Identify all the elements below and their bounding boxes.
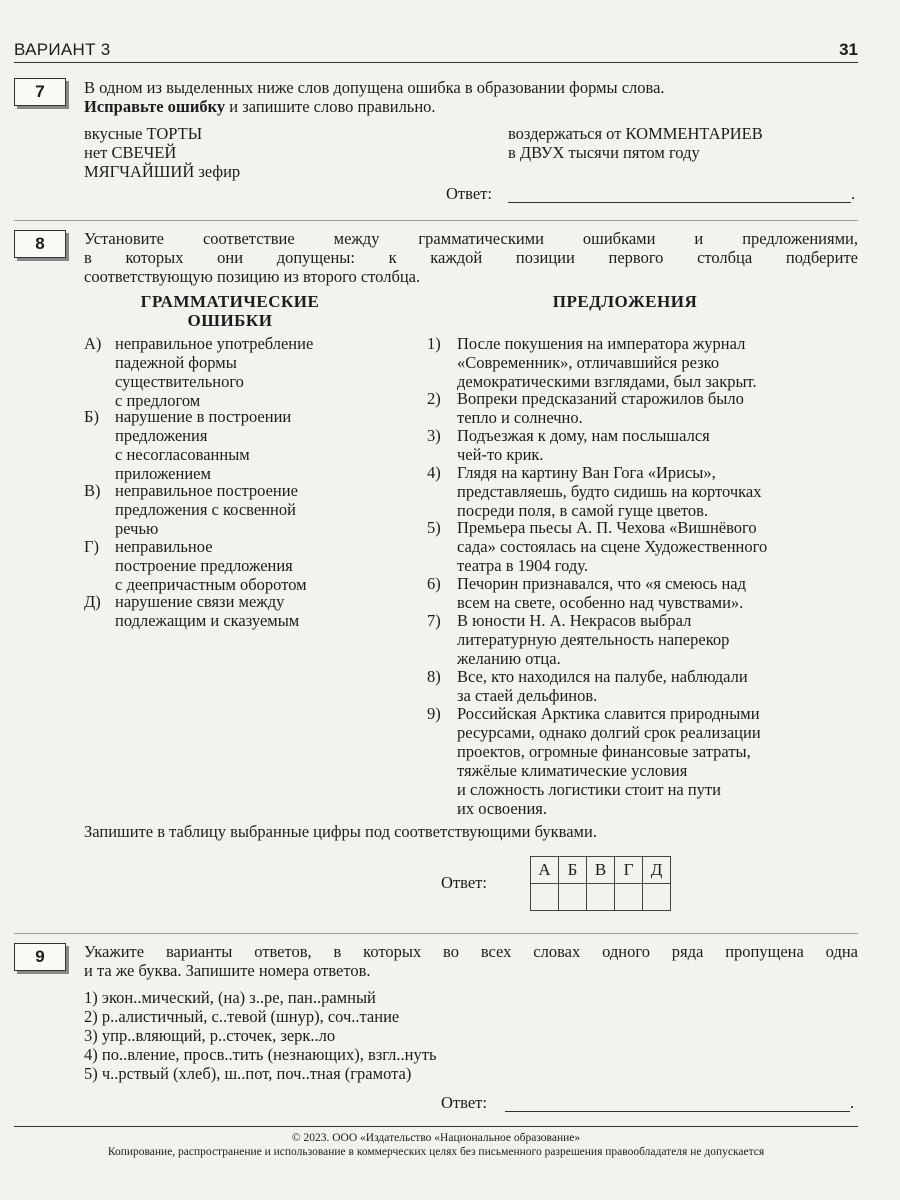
sentence-item-1-line3: демократическими взглядами, был закрыт. — [457, 372, 757, 391]
error-item-a-line4: с предлогом — [115, 391, 201, 410]
error-item-b-line3: с несогласованным — [115, 445, 250, 464]
answer-cell-g[interactable] — [615, 884, 643, 911]
task-9-option-4: 4) по..вление, просв..тить (незнающих), взгл..нуть — [84, 1045, 437, 1064]
footer-copyright-line: © 2023. ООО «Издательство «Национальное образование» — [291, 1132, 581, 1144]
task-7-instruction-rest: и запишите слово правильно. — [225, 97, 436, 116]
copyright-footer — [14, 1126, 858, 1159]
task-9-intro-line1: Укажите варианты ответов, в которых во всех словах одного ряда пропущена одна — [84, 942, 858, 961]
error-item-b-line2: предложения — [115, 426, 208, 445]
answer-table-letter-a: А — [531, 857, 559, 884]
sentence-item-2-number: 2) — [427, 389, 441, 408]
task-8-number: 8 — [14, 230, 66, 258]
task-7-word-left-2: нет СВЕЧЕЙ — [84, 143, 177, 162]
sentence-item-5-line2: сада» состоялась на сцене Художественного — [457, 537, 768, 556]
task-7-answer-dot: . — [851, 184, 856, 203]
error-item-g-line3: с деепричастным оборотом — [115, 575, 307, 594]
error-item-d-letter: Д) — [84, 592, 101, 611]
error-item-b-letter: Б) — [84, 407, 99, 426]
separator-8-9 — [14, 933, 858, 934]
error-item-g-line2: построение предложения — [115, 556, 293, 575]
sentence-item-1-line2: «Современник», отличавшийся резко — [457, 353, 720, 372]
sentence-item-9-line2: ресурсами, однако долгий срок реализации — [457, 723, 761, 742]
sentence-item-7-number: 7) — [427, 611, 441, 630]
sentence-item-5-number: 5) — [427, 518, 441, 537]
answer-table-letter-v: В — [587, 857, 615, 884]
sentence-item-8-number: 8) — [427, 667, 441, 686]
sentence-item-9-line3: проектов, огромные финансовые затраты, — [457, 742, 751, 761]
error-item-a-line3: существительного — [115, 372, 244, 391]
sentence-item-4-line3: посреди поля, в самой гуще цветов. — [457, 501, 709, 520]
sentence-item-9-line1: Российская Арктика славится природными — [457, 704, 760, 723]
footer-rights-line: Копирование, распространение и использование в коммерческих целях без письменного разрешения правообладателя не допускается — [107, 1146, 765, 1158]
sentence-item-2-line1: Вопреки предсказаний старожилов было — [457, 389, 744, 408]
task-7-instruction-line1: В одном из выделенных ниже слов допущена ошибка в образовании формы слова. — [84, 78, 665, 97]
answer-cell-d[interactable] — [643, 884, 671, 911]
sentence-item-1-line1: После покушения на императора журнал — [457, 334, 746, 353]
task-7-answer-label: Ответ: — [446, 184, 492, 203]
error-item-d-line2: подлежащим и сказуемым — [115, 611, 300, 630]
task-7-instruction-line2 — [84, 97, 436, 116]
sentence-item-2-line2: тепло и солнечно. — [457, 408, 583, 427]
error-item-a-line1: неправильное употребление — [115, 334, 314, 353]
task-7-word-left-3: МЯГЧАЙШИЙ зефир — [84, 162, 241, 181]
sentence-item-3-number: 3) — [427, 426, 441, 445]
answer-table-letter-g: Г — [615, 857, 643, 884]
sentence-item-8-line1: Все, кто находился на палубе, наблюдали — [457, 667, 748, 686]
answer-table-letter-d: Д — [643, 857, 671, 884]
error-item-v-line1: неправильное построение — [115, 481, 298, 500]
page-number: 31 — [839, 40, 858, 59]
task-8-intro-line2: в которых они допущены: к каждой позиции первого столбца подберите — [84, 248, 858, 267]
task-8-answer-label: Ответ: — [441, 873, 487, 892]
task-8-answer-table — [530, 856, 671, 911]
task-8-intro-line1: Установите соответствие между грамматическими ошибками и предложениями, — [84, 229, 858, 248]
sentence-item-9-line6: их освоения. — [457, 799, 548, 818]
answer-cell-v[interactable] — [587, 884, 615, 911]
sentence-item-9-line4: тяжёлые климатические условия — [457, 761, 688, 780]
sentence-item-6-line2: всем на свете, особенно над чувствами». — [457, 593, 744, 612]
sentence-item-7-line3: желанию отца. — [457, 649, 561, 668]
answer-cell-a[interactable] — [531, 884, 559, 911]
sentence-item-3-line1: Подъезжая к дому, нам послышался — [457, 426, 710, 445]
sentence-item-7-line2: литературную деятельность наперекор — [457, 630, 730, 649]
sentence-item-4-number: 4) — [427, 463, 441, 482]
errors-column-header — [100, 292, 360, 330]
page-header — [14, 38, 858, 63]
task-9-number: 9 — [14, 943, 66, 971]
task-9-option-5: 5) ч..рствый (хлеб), ш..пот, поч..тная (грамота) — [84, 1064, 412, 1083]
task-9-answer-field[interactable] — [505, 1111, 850, 1112]
error-item-v-letter: В) — [84, 481, 101, 500]
sentence-item-4-line1: Глядя на картину Ван Гога «Ирисы», — [457, 463, 716, 482]
sentence-item-4-line2: представляешь, будто сидишь на корточках — [457, 482, 762, 501]
task-9-option-3: 3) упр..вляющий, р..сточек, зерк..ло — [84, 1026, 336, 1045]
answer-table-input-row — [531, 884, 671, 911]
error-item-a-letter: А) — [84, 334, 102, 353]
answer-table-header-row — [531, 857, 671, 884]
task-8-table-instruction: Запишите в таблицу выбранные цифры под соответствующими буквами. — [84, 822, 597, 841]
answer-cell-b[interactable] — [559, 884, 587, 911]
task-9-answer-dot: . — [850, 1093, 855, 1112]
sentence-item-6-number: 6) — [427, 574, 441, 593]
error-item-b-line4: приложением — [115, 464, 211, 483]
sentence-item-6-line1: Печорин признавался, что «я смеюсь над — [457, 574, 746, 593]
error-item-v-line3: речью — [115, 519, 159, 538]
task-7-number: 7 — [14, 78, 66, 106]
task-7-instruction-bold: Исправьте ошибку — [84, 97, 226, 116]
task-9-answer-label: Ответ: — [441, 1093, 487, 1112]
answer-table-letter-b: Б — [559, 857, 587, 884]
error-item-b-line1: нарушение в построении — [115, 407, 292, 426]
sentence-item-1-number: 1) — [427, 334, 441, 353]
sentence-item-5-line3: театра в 1904 году. — [457, 556, 589, 575]
sentence-item-9-number: 9) — [427, 704, 441, 723]
error-item-g-line1: неправильное — [115, 537, 213, 556]
task-9-option-2: 2) р..алистичный, с..тевой (шнур), соч..тание — [84, 1007, 400, 1026]
task-7-answer-field[interactable] — [508, 202, 851, 203]
task-7-word-left-1: вкусные ТОРТЫ — [84, 124, 203, 143]
error-item-v-line2: предложения с косвенной — [115, 500, 296, 519]
errors-header-line1: ГРАММАТИЧЕСКИЕ — [140, 292, 320, 311]
task-9-intro-line2: и та же буква. Запишите номера ответов. — [84, 961, 371, 980]
task-8-intro-line3: соответствующую позицию из второго столбца. — [84, 267, 421, 286]
task-9-option-1: 1) экон..мический, (на) з..ре, пан..рамный — [84, 988, 376, 1007]
task-7-word-right-2: в ДВУХ тысячи пятом году — [508, 143, 700, 162]
sentence-item-7-line1: В юности Н. А. Некрасов выбрал — [457, 611, 692, 630]
task-7-word-right-1: воздержаться от КОММЕНТАРИЕВ — [508, 124, 763, 143]
sentence-item-3-line2: чей-то крик. — [457, 445, 544, 464]
error-item-g-letter: Г) — [84, 537, 100, 556]
sentence-item-8-line2: за стаей дельфинов. — [457, 686, 598, 705]
separator-7-8 — [14, 220, 858, 221]
variant-label: ВАРИАНТ 3 — [14, 40, 111, 59]
sentence-item-9-line5: и сложность логистики стоит на пути — [457, 780, 721, 799]
sentence-item-5-line1: Премьера пьесы А. П. Чехова «Вишнёвого — [457, 518, 757, 537]
error-item-a-line2: падежной формы — [115, 353, 237, 372]
error-item-d-line1: нарушение связи между — [115, 592, 285, 611]
errors-header-line2: ОШИБКИ — [187, 311, 273, 330]
sentences-column-header: ПРЕДЛОЖЕНИЯ — [552, 292, 698, 311]
